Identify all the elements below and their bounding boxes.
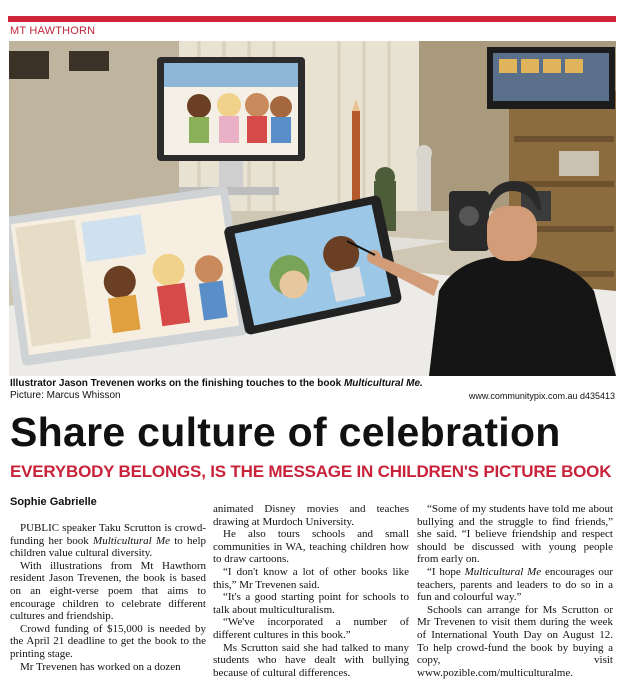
paragraph: PUBLIC speaker Taku Scrutton is crowd-funding her book Multicultural Me to help children value cultural diversity. <box>10 522 206 560</box>
byline: Sophie Gabrielle <box>10 496 97 508</box>
article-column-1 <box>10 522 206 673</box>
photo-reference: www.communitypix.com.au d435413 <box>468 391 615 401</box>
photo-caption <box>10 378 615 402</box>
section-label: MT HAWTHORN <box>10 25 96 37</box>
paragraph: “It's a good starting point for schools to talk about multiculturalism. <box>213 591 409 616</box>
paragraph: He also tours schools and small communities in WA, teaching children how to draw cartoons. <box>213 528 409 566</box>
feature-photo <box>9 41 616 376</box>
paragraph: Schools can arrange for Ms Scrutton or Mr Trevenen to visit them during the week of International Youth Day on August 12. To help crowd-fund the book by buying a copy, visit www.pozible.com/multiculturalme. <box>417 603 613 679</box>
subheadline: EVERYBODY BELONGS, IS THE MESSAGE IN CHILDREN'S PICTURE BOOK <box>10 462 612 481</box>
paragraph: “Some of my students have told me about bullying and the struggle to find friends,” she said. “I believe friendship and respect should be discussed with young people from early on. <box>417 503 613 566</box>
section-rule <box>8 16 616 22</box>
paragraph: “We've incorporated a number of different cultures in this book.” <box>213 616 409 641</box>
paragraph: Mr Trevenen has worked on a dozen <box>20 660 181 673</box>
article-column-3 <box>417 503 613 679</box>
caption-text: Illustrator Jason Trevenen works on the finishing touches to the book <box>10 378 344 389</box>
article-column-2 <box>213 503 409 679</box>
headline: Share culture of celebration <box>10 409 561 455</box>
photo-credit: Picture: Marcus Whisson <box>10 390 121 401</box>
paragraph: Ms Scrutton said she had talked to many students who have dealt with bullying because of cultural differences. <box>213 641 409 679</box>
paragraph: “I hope Multicultural Me encourages our teachers, parents and leaders to do so in a fun and colourful way.” <box>417 565 613 604</box>
paragraph: Crowd funding of $15,000 is needed by the April 21 deadline to get the book to the printing stage. <box>10 622 206 660</box>
paragraph: With illustrations from Mt Hawthorn resident Jason Trevenen, the book is based on an eight-verse poem that aims to encourage children to celebrate different cultures and friendship. <box>10 559 206 623</box>
paragraph: animated Disney movies and teaches drawing at Murdoch University. <box>213 503 409 528</box>
paragraph: “I don't know a lot of other books like this,” Mr Trevenen said. <box>213 565 409 591</box>
caption-book-title: Multicultural Me. <box>343 378 423 389</box>
